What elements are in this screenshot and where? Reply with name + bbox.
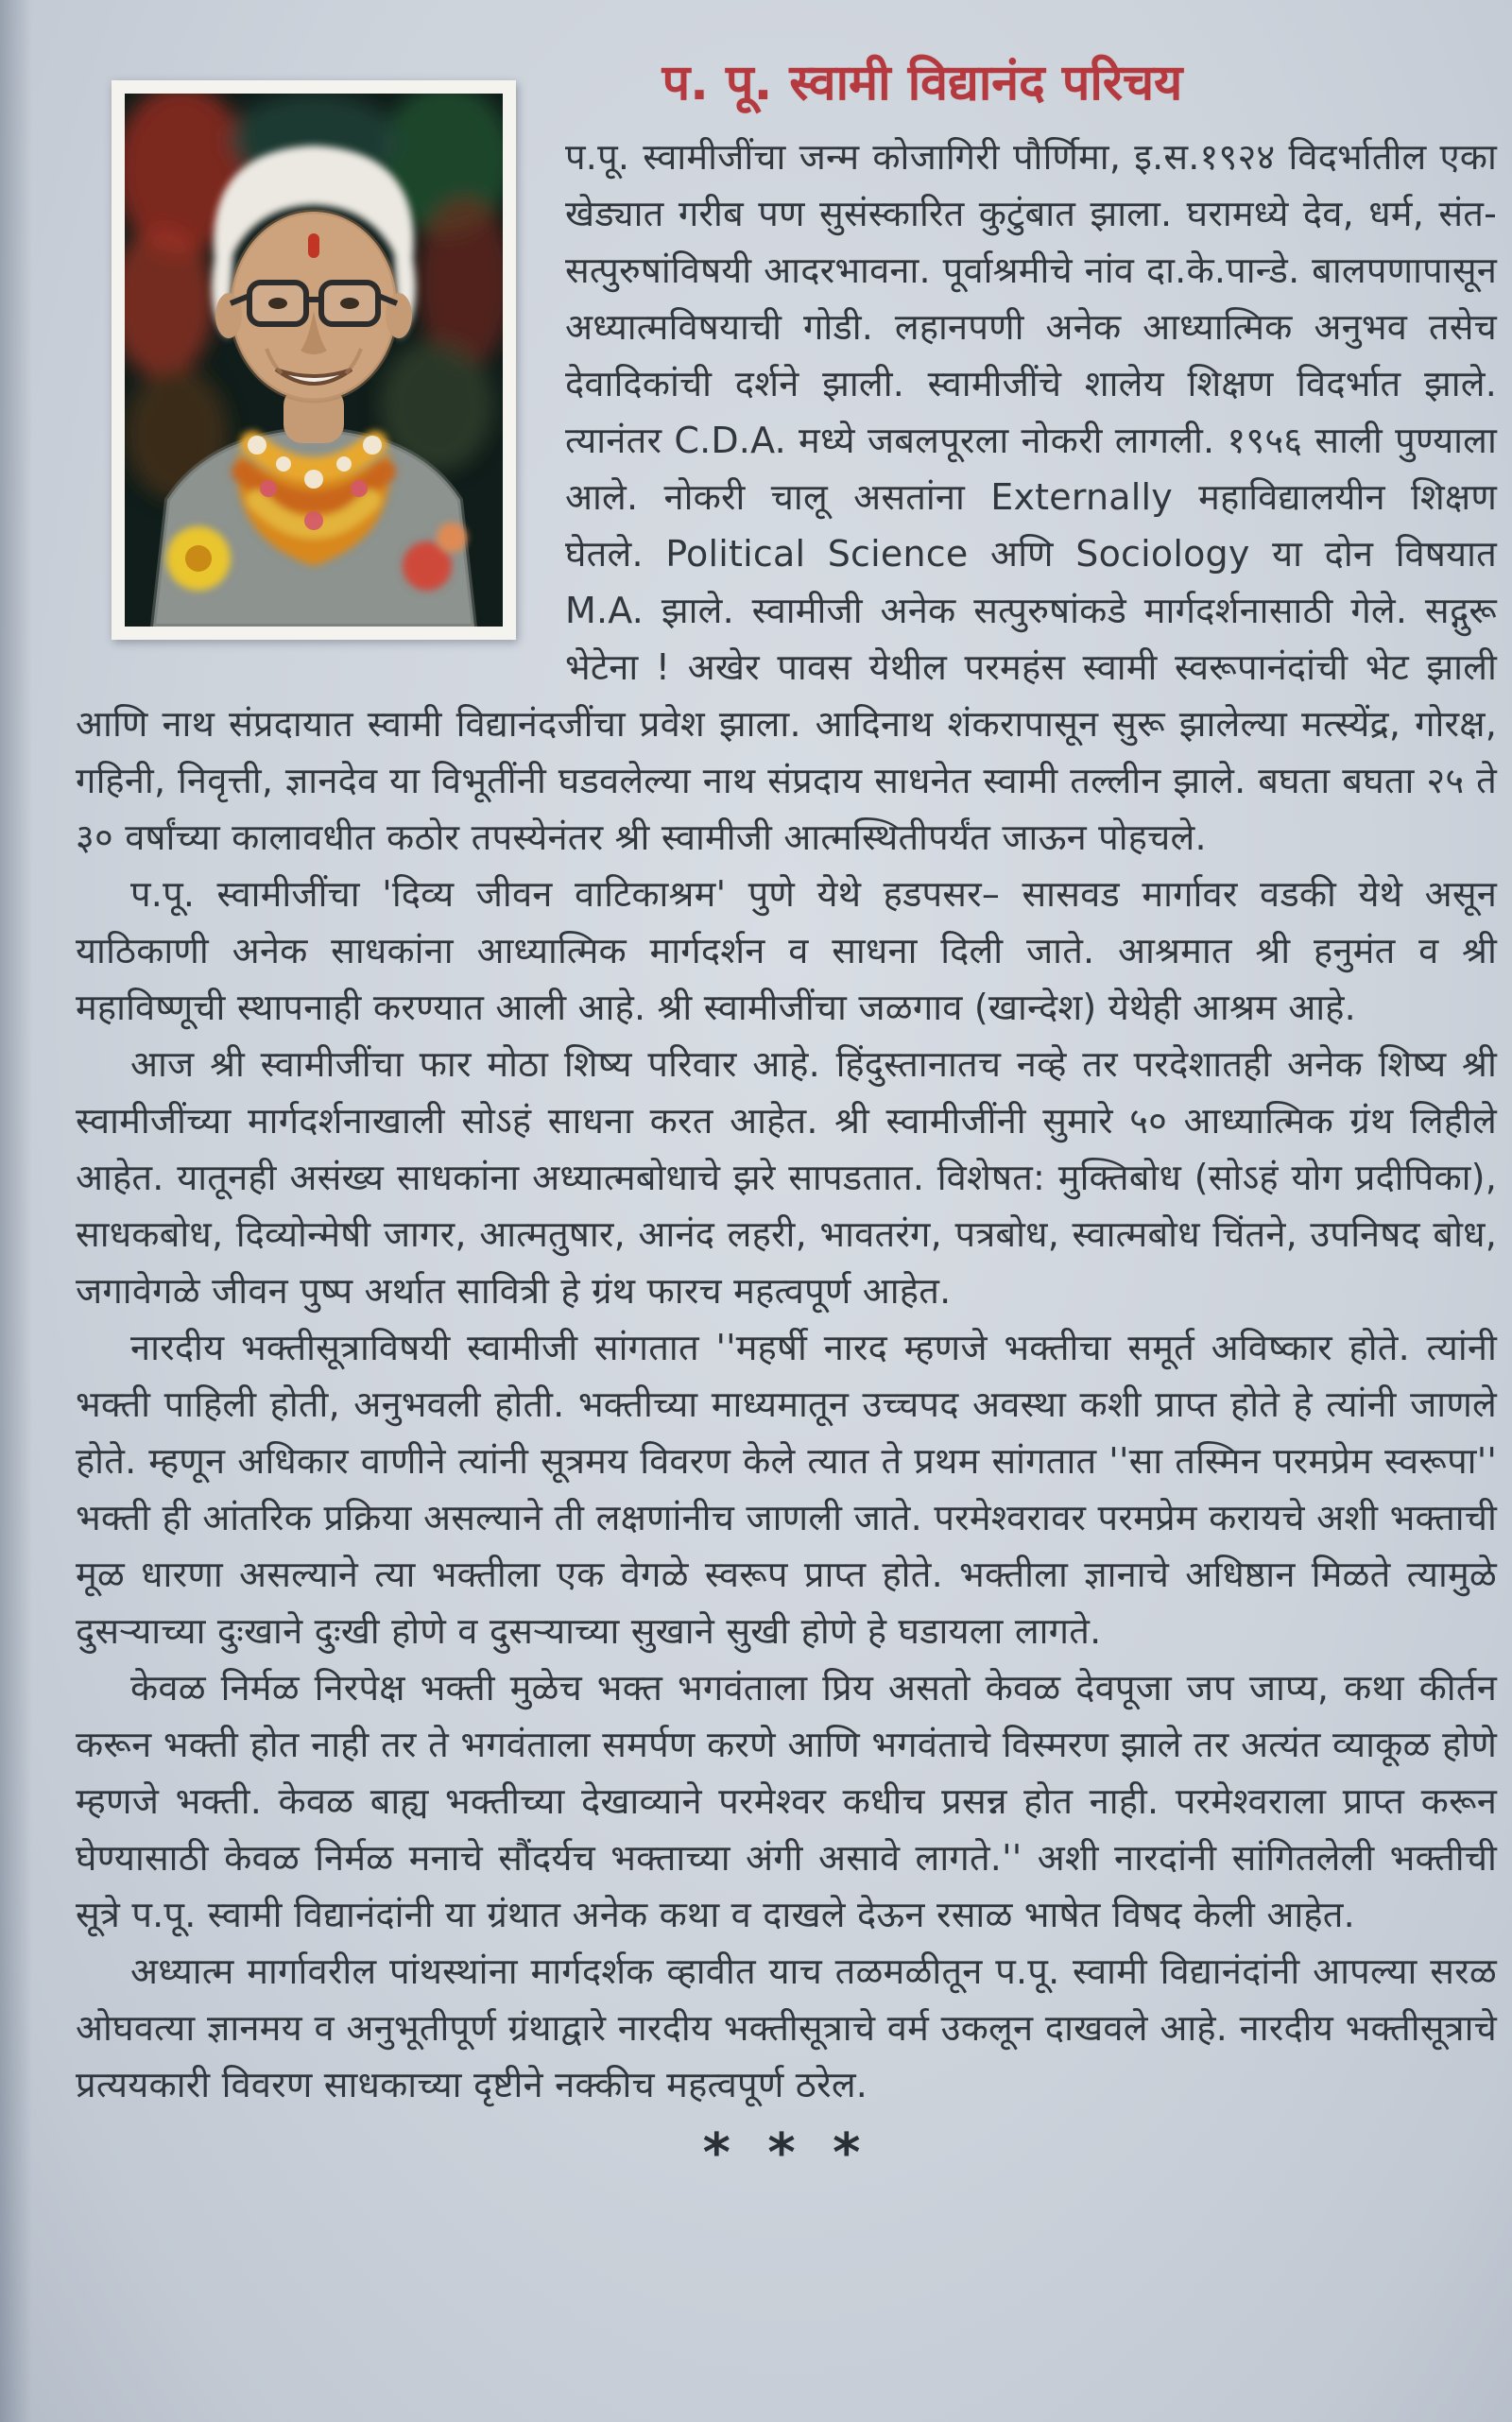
paragraph-conclusion: अध्यात्म मार्गावरील पांथस्थांना मार्गदर्शक व्हावीत याच तळमळीतून प.पू. स्वामी विद्यानंदांनी आपल्या सरळ ओघवत्या ज्ञानमय व अनुभूतीपूर्ण ग्रंथाद्वारे नारदीय भक्तीसूत्राचे वर्म उकलून दाखवले आहे. नारदीय भक्तीसूत्राचे प्रत्ययकारी विवरण साधकाच्या दृष्टीने नक्कीच महत्वपूर्ण ठरेल.: [76, 1950, 1497, 2105]
paragraph-bhaktisutra-quote: नारदीय भक्तीसूत्राविषयी स्वामीजी सांगतात ''महर्षी नारद म्हणजे भक्तीचा समूर्त अविष्कार होते. त्यांनी भक्ती पाहिली होती, अनुभवली होती. भक्तीच्या माध्यमातून उच्चपद अवस्था कशी प्राप्त होते हे त्यांनी जाणले होते. म्हणून अधिकार वाणीने त्यांनी सूत्रमय विवरण केले त्यात ते प्रथम सांगतात ''सा तस्मिन परमप्रेम स्वरूपा'' भक्ती ही आंतरिक प्रक्रिया असल्याने ती लक्षणांनीच जाणली जाते. परमेश्वरावर परमप्रेम करायचे अशी भक्ताची मूळ धारणा असल्याने त्या भक्तीला एक वेगळे स्वरूप प्राप्त होते. भक्तीला ज्ञानाचे अधिष्ठान मिळते त्यामुळे दुसऱ्याच्या दुःखाने दुःखी होणे व दुसऱ्याच्या सुखाने सुखी होणे हे घडायला लागते.: [76, 1327, 1497, 1652]
paragraph-disciples-books: आज श्री स्वामीजींचा फार मोठा शिष्य परिवार आहे. हिंदुस्तानातच नव्हे तर परदेशातही अनेक शिष्य श्री स्वामीजींच्या मार्गदर्शनाखाली सोऽहं साधना करत आहेत. श्री स्वामीजींनी सुमारे ५० आध्यात्मिक ग्रंथ लिहीले आहेत. यातूनही असंख्य साधकांना अध्यात्मबोधाचे झरे सापडतात. विशेषत: मुक्तिबोध (सोऽहं योग प्रदीपिका), साधकबोध, दिव्योन्मेषी जागर, आत्मतुषार, आनंद लहरी, भावतरंग, पत्रबोध, स्वात्मबोध चिंतने, उपनिषद बोध, जगावेगळे जीवन पुष्प अर्थात सावित्री हे ग्रंथ फारच महत्वपूर्ण आहेत.: [76, 1043, 1497, 1312]
paragraph-biography: प.पू. स्वामीजींचा जन्म कोजागिरी पौर्णिमा, इ.स.१९२४ विदर्भातील एका खेड्यात गरीब पण सुसंस्कारित कुटुंबात झाला. घरामध्ये देव, धर्म, संत-सत्पुरुषांविषयी आदरभावना. पूर्वाश्रमीचे नांव दा.के.पान्डे. बालपणापासून अध्यात्मविषयाची गोडी. लहानपणी अनेक आध्यात्मिक अनुभव तसेच देवादिकांची दर्शने झाली. स्वामीजींचे शालेय शिक्षण विदर्भात झाले. त्यानंतर C.D.A. मध्ये जबलपूरला नोकरी लागली. १९५६ साली पुण्याला आले. नोकरी चालू असतांना Externally महाविद्यालयीन शिक्षण घेतले. Political Science अणि Sociology या दोन विषयात M.A. झाले. स्वामीजी अनेक सत्पुरुषांकडे मार्गदर्शनासाठी गेले. सद्गुरू भेटेना ! अखेर पावस येथील परमहंस स्वामी स्वरूपानंदांची भेट झाली आणि नाथ संप्रदायात स्वामी विद्यानंदजींचा प्रवेश झाला. आदिनाथ शंकरापासून सुरू झालेल्या मत्स्येंद्र, गोरक्ष, गहिनी, निवृत्ती, ज्ञानदेव या विभूतींनी घडवलेल्या नाथ संप्रदाय साधनेत स्वामी तल्लीन झाले. बघता बघता २५ ते ३० वर्षांच्या कालावधीत कठोर तपस्येनंतर श्री स्वामीजी आत्मस्थितीपर्यंत जाऊन पोहचले.: [76, 136, 1498, 858]
paragraph-ashram: प.पू. स्वामीजींचा 'दिव्य जीवन वाटिकाश्रम' पुणे येथे हडपसर– सासवड मार्गावर वडकी येथे असून याठिकाणी अनेक साधकांना आध्यात्मिक मार्गदर्शन व साधना दिली जाते. आश्रमात श्री हनुमंत व श्री महाविष्णूची स्थापनाही करण्यात आली आहे. श्री स्वामीजींचा जळगाव (खान्देश) येथेही आश्रम आहे.: [76, 873, 1497, 1028]
portrait-photo-illustration: [125, 94, 503, 627]
portrait-photo: [112, 80, 516, 640]
page-bottom-edge: [0, 2399, 1512, 2422]
page-title: प. पू. स्वामी विद्यानंद परिचय: [662, 55, 1183, 112]
footer-asterisks: * * *: [702, 2122, 870, 2184]
paragraph-pure-bhakti: केवळ निर्मळ निरपेक्ष भक्ती मुळेच भक्त भगवंताला प्रिय असतो केवळ देवपूजा जप जाप्य, कथा कीर्तन करून भक्ती होत नाही तर ते भगवंताला समर्पण करणे आणि भगवंताचे विस्मरण झाले तर अत्यंत व्याकूळ होणे म्हणजे भक्ती. केवळ बाह्य भक्तीच्या देखाव्याने परमेश्वर कधीच प्रसन्न होत नाही. परमेश्वराला प्राप्त करून घेण्यासाठी केवळ निर्मळ मनाचे सौंदर्यच भक्ताच्या अंगी असावे लागते.'' अशी नारदांनी सांगितलेली भक्तीची सूत्रे प.पू. स्वामी विद्यानंदांनी या ग्रंथात अनेक कथा व दाखले देऊन रसाळ भाषेत विषद केली आहेत.: [76, 1667, 1497, 1935]
